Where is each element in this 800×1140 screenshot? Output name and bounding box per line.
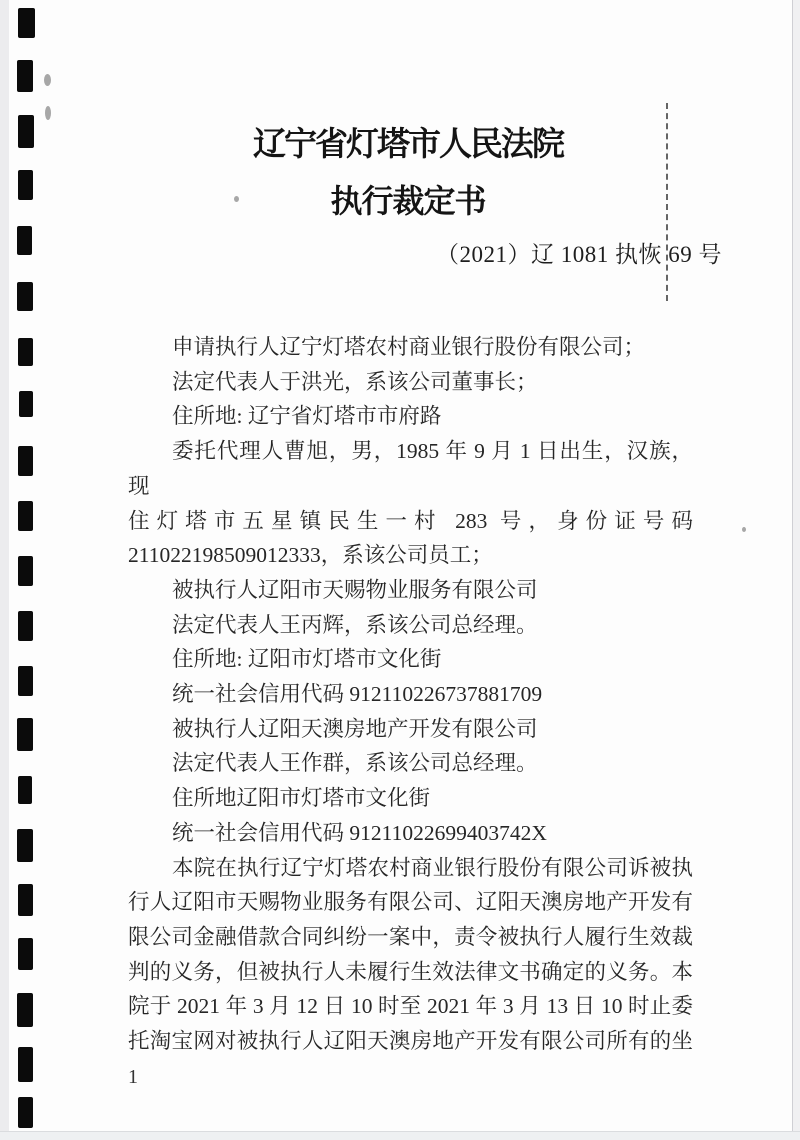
scan-speck [44, 74, 51, 86]
binding-mark [17, 60, 33, 92]
binding-mark [18, 8, 35, 38]
document-body [128, 330, 693, 1059]
body-line: 委托代理人曹旭，男，1985 年 9 月 1 日出生，汉族，现 [128, 439, 693, 498]
body-line: 行人辽阳市天赐物业服务有限公司、辽阳天澳房地产开发有 [128, 890, 693, 915]
body-line: 限公司金融借款合同纠纷一案中，责令被执行人履行生效裁 [128, 924, 693, 949]
binding-mark [18, 446, 33, 476]
binding-mark [17, 829, 33, 862]
body-line: 统一社会信用代码 912110226737881709 [172, 682, 543, 707]
binding-mark [18, 501, 33, 531]
binding-mark [18, 338, 33, 366]
binding-mark [17, 282, 33, 311]
scan-edge-left [0, 0, 9, 1139]
document-type-title: 执行裁定书 [330, 183, 486, 219]
binding-mark [17, 993, 33, 1027]
scan-speck [742, 527, 746, 532]
body-line: 统一社会信用代码 91211022699403742X [172, 820, 547, 845]
body-line: 211022198509012333，系该公司员工； [128, 543, 493, 568]
court-name-title: 辽宁省灯塔市人民法院 [253, 127, 563, 163]
case-number: （2021）辽 1081 执恢 69 号 [436, 242, 722, 267]
body-line: 法定代表人王丙辉，系该公司总经理。 [172, 612, 538, 637]
body-line: 被执行人辽阳天澳房地产开发有限公司 [172, 716, 538, 741]
body-line: 法定代表人于洪光，系该公司董事长； [172, 369, 538, 394]
body-line: 判的义务，但被执行人未履行生效法律文书确定的义务。本 [128, 959, 693, 984]
body-line: 住所地辽阳市灯塔市文化街 [172, 786, 431, 811]
binding-mark [18, 556, 33, 586]
binding-mark [17, 718, 33, 751]
scan-edge-right [792, 0, 800, 1139]
binding-mark [18, 666, 33, 696]
body-line: 申请执行人辽宁灯塔农村商业银行股份有限公司； [172, 335, 646, 359]
body-line: 被执行人辽阳市天赐物业服务有限公司 [172, 577, 538, 602]
binding-mark [18, 1047, 33, 1082]
body-line: 住所地: 辽宁省灯塔市市府路 [172, 404, 442, 429]
binding-mark [18, 884, 33, 916]
body-line: 住灯塔市五星镇民生一村 283 号，身份证号码 [128, 508, 693, 533]
binding-mark [18, 938, 33, 970]
binding-mark [18, 1097, 33, 1128]
binding-mark [19, 391, 33, 417]
body-line: 托淘宝网对被执行人辽阳天澳房地产开发有限公司所有的坐 [128, 1029, 693, 1054]
binding-mark [18, 776, 32, 804]
body-line: 住所地: 辽阳市灯塔市文化街 [172, 647, 442, 672]
body-line: 本院在执行辽宁灯塔农村商业银行股份有限公司诉被执 [172, 855, 693, 880]
binding-mark [17, 226, 32, 255]
body-line: 院于 2021 年 3 月 12 日 10 时至 2021 年 3 月 13 日 10 时止委 [128, 994, 693, 1019]
page-number: 1 [128, 1066, 138, 1088]
body-line: 法定代表人王作群，系该公司总经理。 [172, 751, 538, 776]
binding-mark [18, 611, 33, 641]
